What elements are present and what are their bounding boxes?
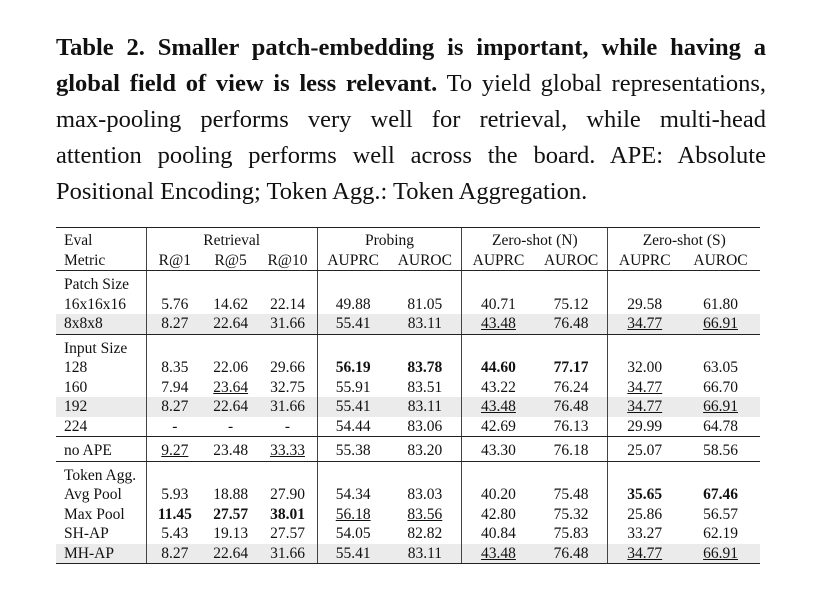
cell-value: 54.05 xyxy=(335,525,371,542)
table-cell xyxy=(203,417,258,437)
table-cell xyxy=(608,314,681,334)
cell-value: 31.66 xyxy=(270,544,305,562)
row-label: 128 xyxy=(64,359,88,376)
metric-header: AUROC xyxy=(535,251,608,271)
table-cell xyxy=(681,397,760,417)
cell-value: - xyxy=(172,417,178,435)
cell-value: 43.48 xyxy=(481,315,516,332)
table-cell xyxy=(681,505,760,525)
group-zero-shot-s: Zero-shot (S) xyxy=(608,228,760,251)
cell-value: 76.48 xyxy=(553,398,589,415)
table-cell xyxy=(462,437,535,462)
header-row-metrics xyxy=(56,251,760,271)
table-cell xyxy=(203,544,258,564)
cell-value: 31.66 xyxy=(270,398,305,415)
cell-value: 8.27 xyxy=(161,315,189,332)
header-eval-label: Eval xyxy=(56,228,146,251)
table-cell xyxy=(203,358,258,378)
table-cell xyxy=(317,397,388,417)
caption-text: To yield global representations, max-pooling performs very well for retrieval, while multi-head attention pooling performs well across the board. APE: Absolute Positional Encoding; Token Agg.: Token Aggregation. xyxy=(56,70,766,205)
cell-value: 33.33 xyxy=(270,442,305,459)
cell-value: 77.17 xyxy=(553,359,589,376)
cell-value: 40.71 xyxy=(481,295,516,313)
cell-value: 83.20 xyxy=(407,442,443,459)
cell-value: 32.00 xyxy=(627,359,663,376)
cell-value: 5.93 xyxy=(161,486,189,503)
table-cell xyxy=(608,358,681,378)
table-cell xyxy=(258,295,317,315)
cell-value: 8.27 xyxy=(161,398,189,415)
table-cell xyxy=(203,524,258,544)
cell-value: 22.14 xyxy=(270,295,305,313)
cell-value: 22.06 xyxy=(213,359,249,376)
cell-value: 27.90 xyxy=(270,486,305,503)
table-cell xyxy=(608,437,681,462)
cell-value: 81.05 xyxy=(407,295,443,313)
table-cell xyxy=(681,295,760,315)
table-cell xyxy=(203,314,258,334)
cell-value: 58.56 xyxy=(703,442,738,459)
metric-header: AUPRC xyxy=(608,251,681,271)
header-row-groups xyxy=(56,228,760,251)
table-cell xyxy=(203,485,258,505)
row-label: 192 xyxy=(56,397,146,417)
metric-header: AUROC xyxy=(681,251,760,271)
cell-value: 23.64 xyxy=(213,378,249,396)
table-cell xyxy=(389,397,462,417)
table-cell xyxy=(608,505,681,525)
cell-value: 76.24 xyxy=(553,378,589,396)
cell-value: 83.06 xyxy=(407,417,443,435)
section-title: Input Size xyxy=(64,339,128,357)
cell-value: 55.41 xyxy=(335,398,371,415)
cell-value: 55.41 xyxy=(335,315,371,332)
cell-value: 67.46 xyxy=(703,486,738,503)
row-label: SH-AP xyxy=(64,525,109,542)
table-cell xyxy=(258,314,317,334)
table-cell xyxy=(258,524,317,544)
table-cell xyxy=(535,437,608,462)
metric-header: AUPRC xyxy=(317,251,388,271)
cell-value: 8.27 xyxy=(161,544,189,562)
cell-value: 63.05 xyxy=(703,359,738,376)
table-cell xyxy=(389,295,462,315)
cell-value: 14.62 xyxy=(213,295,249,313)
cell-value: - xyxy=(228,417,234,435)
section-title-row xyxy=(56,271,760,295)
metric-header: AUROC xyxy=(389,251,462,271)
caption-label: Table 2. xyxy=(56,34,145,61)
table-cell xyxy=(258,505,317,525)
cell-value: 34.77 xyxy=(627,544,663,562)
table-cell xyxy=(462,544,535,564)
header-metric-label: Metric xyxy=(56,251,146,271)
cell-value: 32.75 xyxy=(270,378,305,396)
table-cell xyxy=(146,544,203,564)
table-cell xyxy=(317,437,388,462)
row-label: Max Pool xyxy=(64,505,125,523)
cell-value: 83.11 xyxy=(407,398,442,415)
table-cell xyxy=(608,485,681,505)
cell-value: 34.77 xyxy=(627,398,663,415)
row-label: 224 xyxy=(56,417,146,437)
table-cell xyxy=(681,417,760,437)
cell-value: 56.18 xyxy=(335,505,371,523)
table-cell xyxy=(203,397,258,417)
table-cell xyxy=(535,295,608,315)
table-cell xyxy=(462,417,535,437)
cell-value: 42.80 xyxy=(481,505,516,523)
cell-value: 56.57 xyxy=(703,505,738,523)
table-cell xyxy=(681,314,760,334)
table-cell xyxy=(535,358,608,378)
cell-value: 38.01 xyxy=(270,505,305,523)
table-row xyxy=(56,417,760,437)
cell-value: 40.20 xyxy=(481,486,516,503)
cell-value: 83.03 xyxy=(407,486,443,503)
metric-header: R@10 xyxy=(258,251,317,271)
section-title-row xyxy=(56,461,760,485)
table-cell xyxy=(535,544,608,564)
table-row xyxy=(56,437,760,462)
cell-value: 55.38 xyxy=(335,442,371,459)
table-cell xyxy=(389,314,462,334)
cell-value: 22.64 xyxy=(213,315,249,332)
cell-value: 43.48 xyxy=(481,398,516,415)
cell-value: 40.84 xyxy=(481,525,516,542)
table-cell xyxy=(317,544,388,564)
cell-value: 8.35 xyxy=(161,359,189,376)
table-row xyxy=(56,485,760,505)
cell-value: 22.64 xyxy=(213,544,249,562)
table-cell xyxy=(317,417,388,437)
cell-value: 83.51 xyxy=(407,378,443,396)
table-cell xyxy=(389,524,462,544)
cell-value: 83.78 xyxy=(407,359,443,376)
row-label: 16x16x16 xyxy=(64,295,126,313)
cell-value: 75.32 xyxy=(553,505,589,523)
table-cell xyxy=(608,378,681,398)
cell-value: 34.77 xyxy=(627,378,663,396)
row-label: 160 xyxy=(64,378,88,396)
cell-value: 49.88 xyxy=(335,295,371,313)
cell-value: 7.94 xyxy=(161,378,189,396)
table-cell xyxy=(258,378,317,398)
table-cell xyxy=(146,417,203,437)
cell-value: 34.77 xyxy=(627,315,663,332)
table-cell xyxy=(317,505,388,525)
table-body xyxy=(56,271,760,564)
cell-value: 42.69 xyxy=(481,417,516,435)
group-retrieval: Retrieval xyxy=(146,228,317,251)
table-cell xyxy=(608,544,681,564)
table-cell xyxy=(389,485,462,505)
table-row xyxy=(56,378,760,398)
cell-value: 19.13 xyxy=(213,525,249,542)
table-cell xyxy=(608,295,681,315)
cell-value: 43.22 xyxy=(481,378,516,396)
table-cell xyxy=(681,378,760,398)
cell-value: 54.34 xyxy=(335,486,371,503)
table-cell xyxy=(462,397,535,417)
table-cell xyxy=(258,485,317,505)
cell-value: 75.83 xyxy=(553,525,589,542)
table-cell xyxy=(146,358,203,378)
table-cell xyxy=(462,358,535,378)
row-label: MH-AP xyxy=(56,544,146,564)
table-cell xyxy=(389,544,462,564)
table-cell xyxy=(462,295,535,315)
table-cell xyxy=(317,358,388,378)
table-cell xyxy=(462,314,535,334)
cell-value: 75.12 xyxy=(553,295,589,313)
section-title: Token Agg. xyxy=(64,466,137,484)
cell-value: 61.80 xyxy=(703,295,738,313)
table-cell xyxy=(203,505,258,525)
cell-value: 5.76 xyxy=(161,295,189,313)
table-cell xyxy=(535,314,608,334)
cell-value: 11.45 xyxy=(157,505,192,523)
cell-value: 27.57 xyxy=(270,525,305,542)
cell-value: 64.78 xyxy=(703,417,738,435)
table-cell xyxy=(258,358,317,378)
table-cell xyxy=(146,485,203,505)
table-cell xyxy=(317,295,388,315)
cell-value: 29.66 xyxy=(270,359,305,376)
cell-value: 43.48 xyxy=(481,544,516,562)
table-cell xyxy=(535,417,608,437)
table-cell xyxy=(146,314,203,334)
cell-value: 76.48 xyxy=(553,544,589,562)
table-cell xyxy=(608,417,681,437)
table-cell xyxy=(258,417,317,437)
table-cell xyxy=(389,358,462,378)
cell-value: 29.58 xyxy=(627,295,663,313)
table-row xyxy=(56,544,760,564)
cell-value: 23.48 xyxy=(213,442,249,459)
table-cell xyxy=(681,485,760,505)
section-title-row xyxy=(56,334,760,358)
cell-value: 56.19 xyxy=(335,359,371,376)
cell-value: 83.11 xyxy=(407,315,442,332)
cell-value: 27.57 xyxy=(213,505,249,523)
cell-value: 62.19 xyxy=(703,525,738,542)
table-cell xyxy=(389,417,462,437)
table-cell xyxy=(258,397,317,417)
row-label: 8x8x8 xyxy=(56,314,146,334)
table-row xyxy=(56,397,760,417)
table-cell xyxy=(146,524,203,544)
cell-value: 76.48 xyxy=(553,315,589,332)
table-cell xyxy=(535,524,608,544)
table-row xyxy=(56,314,760,334)
cell-value: 43.30 xyxy=(481,442,516,459)
cell-value: 66.91 xyxy=(703,544,738,562)
cell-value: 35.65 xyxy=(627,486,663,503)
metric-header: AUPRC xyxy=(462,251,535,271)
table-caption xyxy=(56,30,766,210)
table-cell xyxy=(462,378,535,398)
cell-value: 33.27 xyxy=(627,525,663,542)
cell-value: 25.07 xyxy=(627,442,663,459)
table-cell xyxy=(389,378,462,398)
table-cell xyxy=(462,524,535,544)
table-cell xyxy=(681,358,760,378)
cell-value: 66.70 xyxy=(703,378,738,396)
table-cell xyxy=(146,397,203,417)
cell-value: 29.99 xyxy=(627,417,663,435)
table-row xyxy=(56,524,760,544)
cell-value: 66.91 xyxy=(703,398,738,415)
table-cell xyxy=(462,505,535,525)
table-cell xyxy=(146,437,203,462)
table-cell xyxy=(608,524,681,544)
cell-value: 82.82 xyxy=(407,525,443,542)
cell-value: 55.41 xyxy=(335,544,371,562)
cell-value: 76.13 xyxy=(553,417,589,435)
cell-value: 22.64 xyxy=(213,398,249,415)
results-table xyxy=(56,227,760,564)
table-cell xyxy=(389,437,462,462)
table-cell xyxy=(681,544,760,564)
table-cell xyxy=(681,524,760,544)
row-label: Avg Pool xyxy=(64,486,122,503)
table-cell xyxy=(203,295,258,315)
cell-value: 54.44 xyxy=(335,417,371,435)
group-zero-shot-n: Zero-shot (N) xyxy=(462,228,608,251)
row-label: no APE xyxy=(56,437,146,462)
table-cell xyxy=(535,505,608,525)
metric-header: R@5 xyxy=(203,251,258,271)
table-row xyxy=(56,505,760,525)
cell-value: 83.11 xyxy=(407,544,442,562)
cell-value: 44.60 xyxy=(481,359,516,376)
table-cell xyxy=(462,485,535,505)
table-cell xyxy=(535,485,608,505)
cell-value: 66.91 xyxy=(703,315,738,332)
table-cell xyxy=(317,524,388,544)
table-cell xyxy=(258,437,317,462)
table-cell xyxy=(535,397,608,417)
table-row xyxy=(56,358,760,378)
table-cell xyxy=(317,485,388,505)
table-cell xyxy=(146,378,203,398)
cell-value: 83.56 xyxy=(407,505,443,523)
table-cell xyxy=(535,378,608,398)
table-cell xyxy=(681,437,760,462)
cell-value: 31.66 xyxy=(270,315,305,332)
cell-value: 76.18 xyxy=(553,442,589,459)
table-cell xyxy=(146,295,203,315)
cell-value: 25.86 xyxy=(627,505,663,523)
table-cell xyxy=(203,437,258,462)
table-cell xyxy=(389,505,462,525)
table-cell xyxy=(203,378,258,398)
table-cell xyxy=(317,378,388,398)
table-cell xyxy=(258,544,317,564)
caption-bold-text: Smaller patch-embedding is important, while having a global field of view is less relevant. xyxy=(56,34,766,97)
metric-header: R@1 xyxy=(146,251,203,271)
cell-value: 55.91 xyxy=(335,378,371,396)
group-probing: Probing xyxy=(317,228,461,251)
cell-value: - xyxy=(284,417,291,435)
table-cell xyxy=(317,314,388,334)
cell-value: 75.48 xyxy=(553,486,589,503)
cell-value: 18.88 xyxy=(213,486,249,503)
section-title: Patch Size xyxy=(64,276,129,293)
cell-value: 5.43 xyxy=(161,525,189,542)
table-row xyxy=(56,295,760,315)
cell-value: 9.27 xyxy=(161,442,189,459)
table-cell xyxy=(146,505,203,525)
table-cell xyxy=(608,397,681,417)
